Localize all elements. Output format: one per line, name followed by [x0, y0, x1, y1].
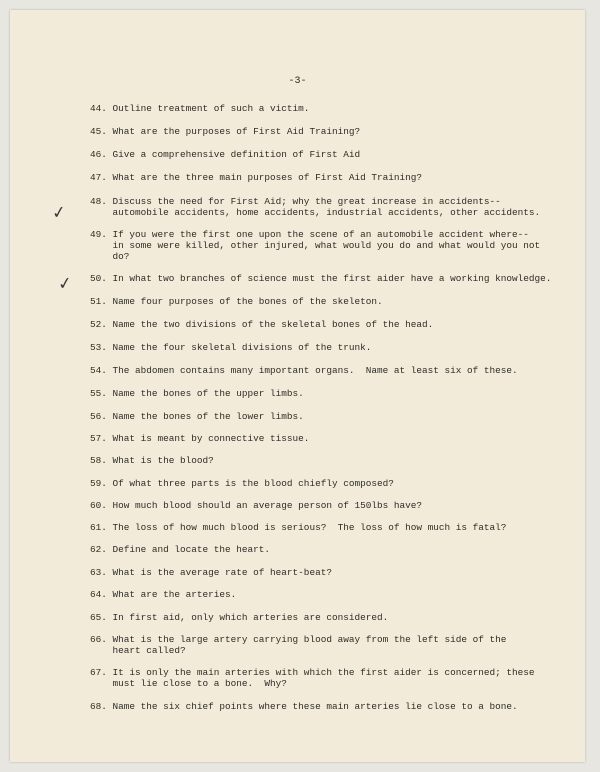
question-text-line: The abdomen contains many important organs. Name at least six of these. — [112, 365, 518, 376]
question-number: 64. — [90, 589, 107, 600]
question-number: 62. — [90, 544, 107, 555]
question-item-55 — [90, 388, 560, 399]
question-number: 48. — [90, 196, 107, 207]
question-item-44 — [90, 103, 560, 114]
question-text-line: Of what three parts is the blood chiefly composed? — [112, 478, 394, 489]
question-text-line: If you were the first one upon the scene of an automobile accident where-- — [112, 229, 529, 240]
question-item-52 — [90, 319, 560, 330]
question-number: 55. — [90, 388, 107, 399]
question-text-line: Name the four skeletal divisions of the trunk. — [112, 342, 372, 353]
question-text-line: Name the two divisions of the skeletal bones of the head. — [112, 319, 434, 330]
question-item-47 — [90, 172, 560, 183]
question-number: 61. — [90, 522, 107, 533]
question-text-line: Name four purposes of the bones of the skeleton. — [112, 296, 383, 307]
question-number: 49. — [90, 229, 107, 240]
question-number: 67. — [90, 667, 107, 678]
question-item-65 — [90, 612, 560, 623]
question-number: 51. — [90, 296, 107, 307]
question-item-58 — [90, 455, 560, 466]
question-item-64 — [90, 589, 560, 600]
question-number: 50. — [90, 273, 107, 284]
question-number: 68. — [90, 701, 107, 712]
question-text-line: heart called? — [112, 645, 186, 656]
question-text-line: What are the purposes of First Aid Training? — [112, 126, 361, 137]
question-item-56 — [90, 411, 560, 422]
question-number: 66. — [90, 634, 107, 645]
question-number: 59. — [90, 478, 107, 489]
question-item-60 — [90, 500, 560, 511]
question-item-66 — [90, 634, 560, 656]
question-number: 65. — [90, 612, 107, 623]
question-number: 47. — [90, 172, 107, 183]
question-text-line: do? — [112, 251, 130, 262]
question-text-line: Name the bones of the lower limbs. — [112, 411, 304, 422]
question-number: 63. — [90, 567, 107, 578]
question-text-line: in some were killed, other injured, what would you do and what would you not — [112, 240, 541, 251]
question-item-51 — [90, 296, 560, 307]
question-text-line: must lie close to a bone. Why? — [112, 678, 287, 689]
question-item-62 — [90, 544, 560, 555]
question-text-line: Name the bones of the upper limbs. — [112, 388, 304, 399]
question-item-59 — [90, 478, 560, 489]
question-item-49 — [90, 229, 560, 262]
question-item-53 — [90, 342, 560, 353]
question-text-line: Define and locate the heart. — [112, 544, 271, 555]
handwritten-check-mark-50: ✓ — [56, 273, 74, 295]
question-text-line: Outline treatment of such a victim. — [112, 103, 310, 114]
question-text-line: What is the average rate of heart-beat? — [112, 567, 332, 578]
question-item-63 — [90, 567, 560, 578]
question-item-48 — [90, 196, 560, 218]
question-text-line: automobile accidents, home accidents, industrial accidents, other accidents. — [112, 207, 541, 218]
question-text-line: In first aid, only which arteries are considered. — [112, 612, 389, 623]
question-item-54 — [90, 365, 560, 376]
question-number: 45. — [90, 126, 107, 137]
question-number: 57. — [90, 433, 107, 444]
question-text-line: Give a comprehensive definition of First Aid — [112, 149, 361, 160]
question-item-57 — [90, 433, 560, 444]
question-text-line: What is meant by connective tissue. — [112, 433, 310, 444]
question-number: 44. — [90, 103, 107, 114]
question-number: 46. — [90, 149, 107, 160]
question-text-line: The loss of how much blood is serious? The loss of how much is fatal? — [112, 522, 507, 533]
question-number: 53. — [90, 342, 107, 353]
question-text-line: In what two branches of science must the first aider have a working knowledge. — [112, 273, 552, 284]
question-number: 58. — [90, 455, 107, 466]
question-item-67 — [90, 667, 560, 689]
question-number: 60. — [90, 500, 107, 511]
question-item-50 — [90, 273, 560, 284]
question-text-line: What is the large artery carrying blood away from the left side of the — [112, 634, 507, 645]
question-text-line: Discuss the need for First Aid; why the great increase in accidents-- — [112, 196, 501, 207]
question-number: 54. — [90, 365, 107, 376]
question-text-line: What are the arteries. — [112, 589, 237, 600]
question-number: 56. — [90, 411, 107, 422]
question-text-line: Name the six chief points where these main arteries lie close to a bone. — [112, 701, 518, 712]
question-text-line: What is the blood? — [112, 455, 214, 466]
handwritten-check-mark-48: ✓ — [50, 202, 68, 224]
question-text-line: It is only the main arteries with which the first aider is concerned; these — [112, 667, 535, 678]
question-number: 52. — [90, 319, 107, 330]
question-item-61 — [90, 522, 560, 533]
document-page — [10, 10, 585, 762]
question-item-45 — [90, 126, 560, 137]
question-text-line: What are the three main purposes of First Aid Training? — [112, 172, 422, 183]
question-text-line: How much blood should an average person of 150lbs have? — [112, 500, 422, 511]
page-number: -3- — [288, 76, 307, 87]
question-item-46 — [90, 149, 560, 160]
question-item-68 — [90, 701, 560, 712]
